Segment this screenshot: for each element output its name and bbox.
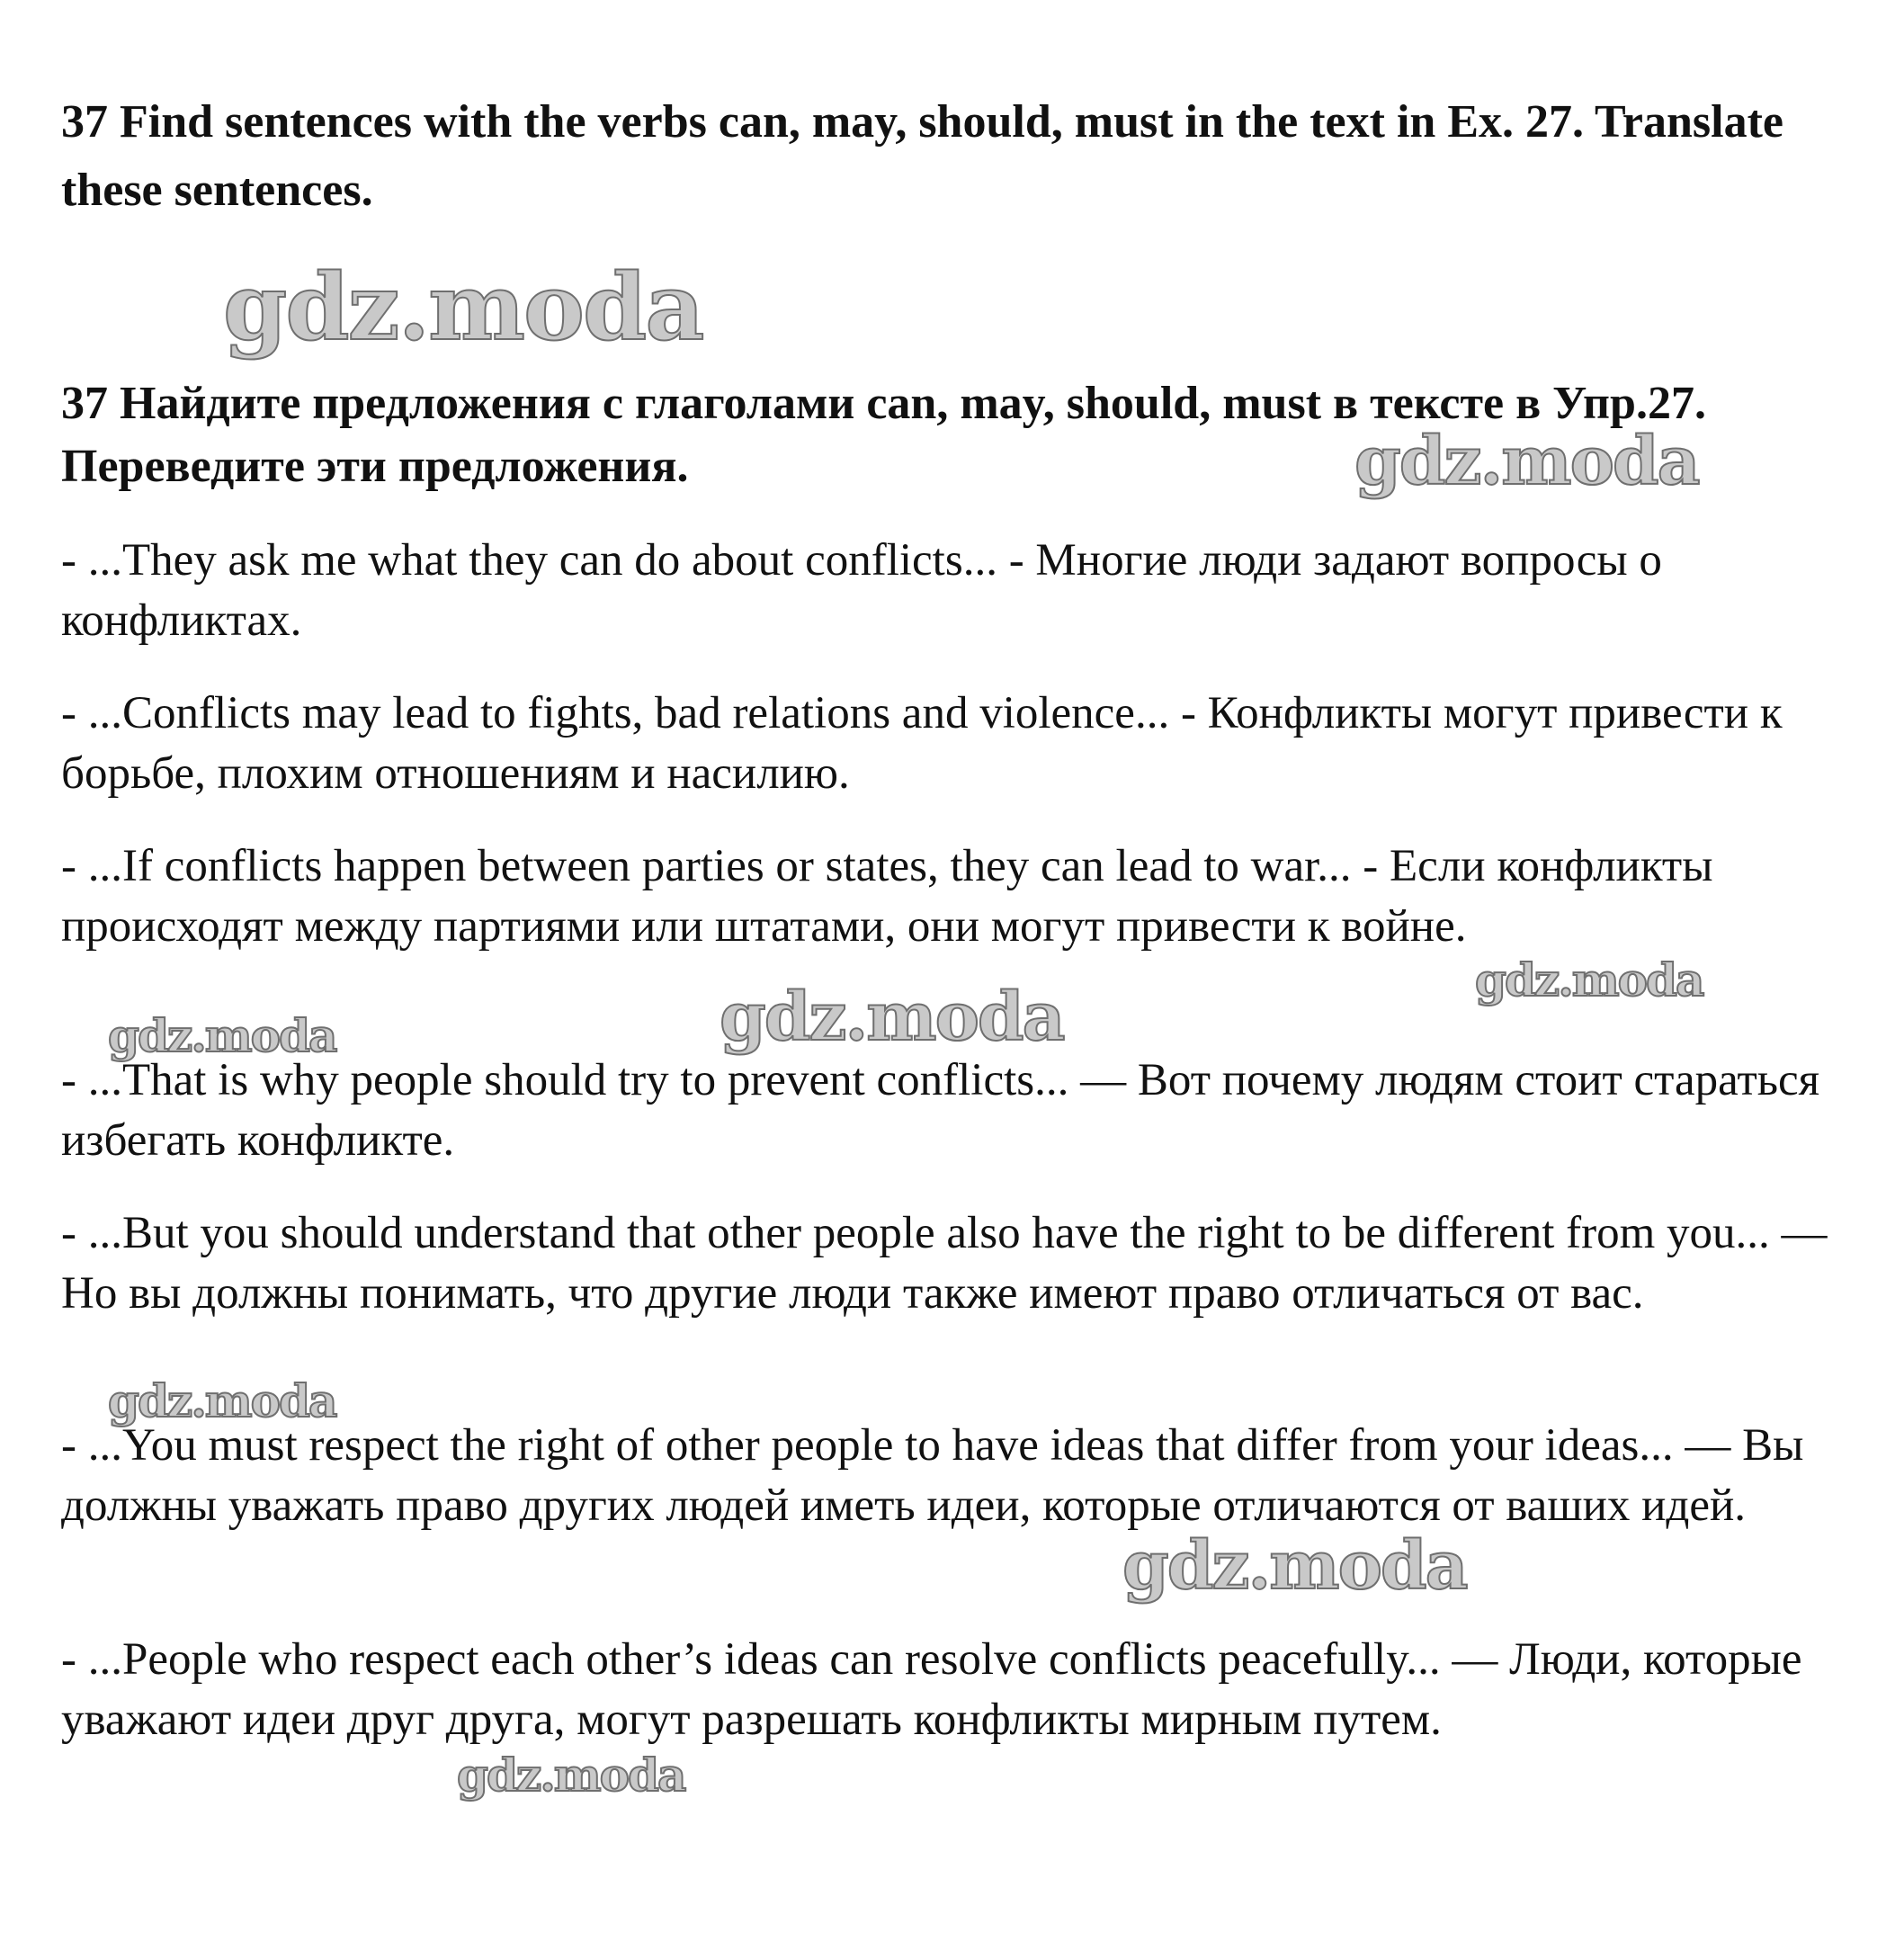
watermark-logo: gdz.moda bbox=[223, 254, 703, 362]
exercise-heading-english: 37 Find sentences with the verbs can, may, should, must in the text in Ex. 27. Translate these sentences. bbox=[61, 96, 1783, 216]
watermark-logo: gdz.moda bbox=[1122, 1527, 1467, 1605]
answer-item: - ...Conflicts may lead to fights, bad relations and violence... - Конфликты могут привести к борьбе, плохим отношениям и насилию. bbox=[61, 688, 1783, 799]
answer-item: - ...That is why people should try to prevent conflicts... — Вот почему людям стоит стараться избегать конфликте. bbox=[61, 1055, 1820, 1166]
watermark-logo: gdz.moda bbox=[457, 1749, 685, 1802]
answer-item: - ...But you should understand that other people also have the right to be different from you... — Но вы должны понимать, что другие люди также имеют право отличаться от вас. bbox=[61, 1208, 1828, 1319]
exercise-heading-russian: 37 Найдите предложения с глаголами can, may, should, must в тексте в Упр.27. Переведите эти предложения. bbox=[61, 378, 1706, 492]
answer-item: - ...If conflicts happen between parties or states, they can lead to war... - Если конфликты происходят между партиями или штатами, они могут привести к войне. bbox=[61, 841, 1713, 952]
answer-item: - ...People who respect each other’s ideas can resolve conflicts peacefully... — Люди, которые уважают идеи друг друга, могут разрешать конфликты мирным путем. bbox=[61, 1634, 1802, 1745]
watermark-logo: gdz.moda bbox=[108, 1009, 336, 1062]
answer-item: - ...They ask me what they can do about conflicts... - Многие люди задают вопросы о конфликтах. bbox=[61, 535, 1662, 646]
answer-item: - ...You must respect the right of other people to have ideas that differ from your ideas... — Вы должны уважать право других людей иметь идеи, которые отличаются от ваших идей. bbox=[61, 1420, 1804, 1531]
watermark-logo: gdz.moda bbox=[1475, 953, 1703, 1006]
watermark-logo: gdz.moda bbox=[720, 979, 1064, 1056]
watermark-logo: gdz.moda bbox=[108, 1374, 336, 1427]
watermark-logo: gdz.moda bbox=[1354, 423, 1699, 500]
